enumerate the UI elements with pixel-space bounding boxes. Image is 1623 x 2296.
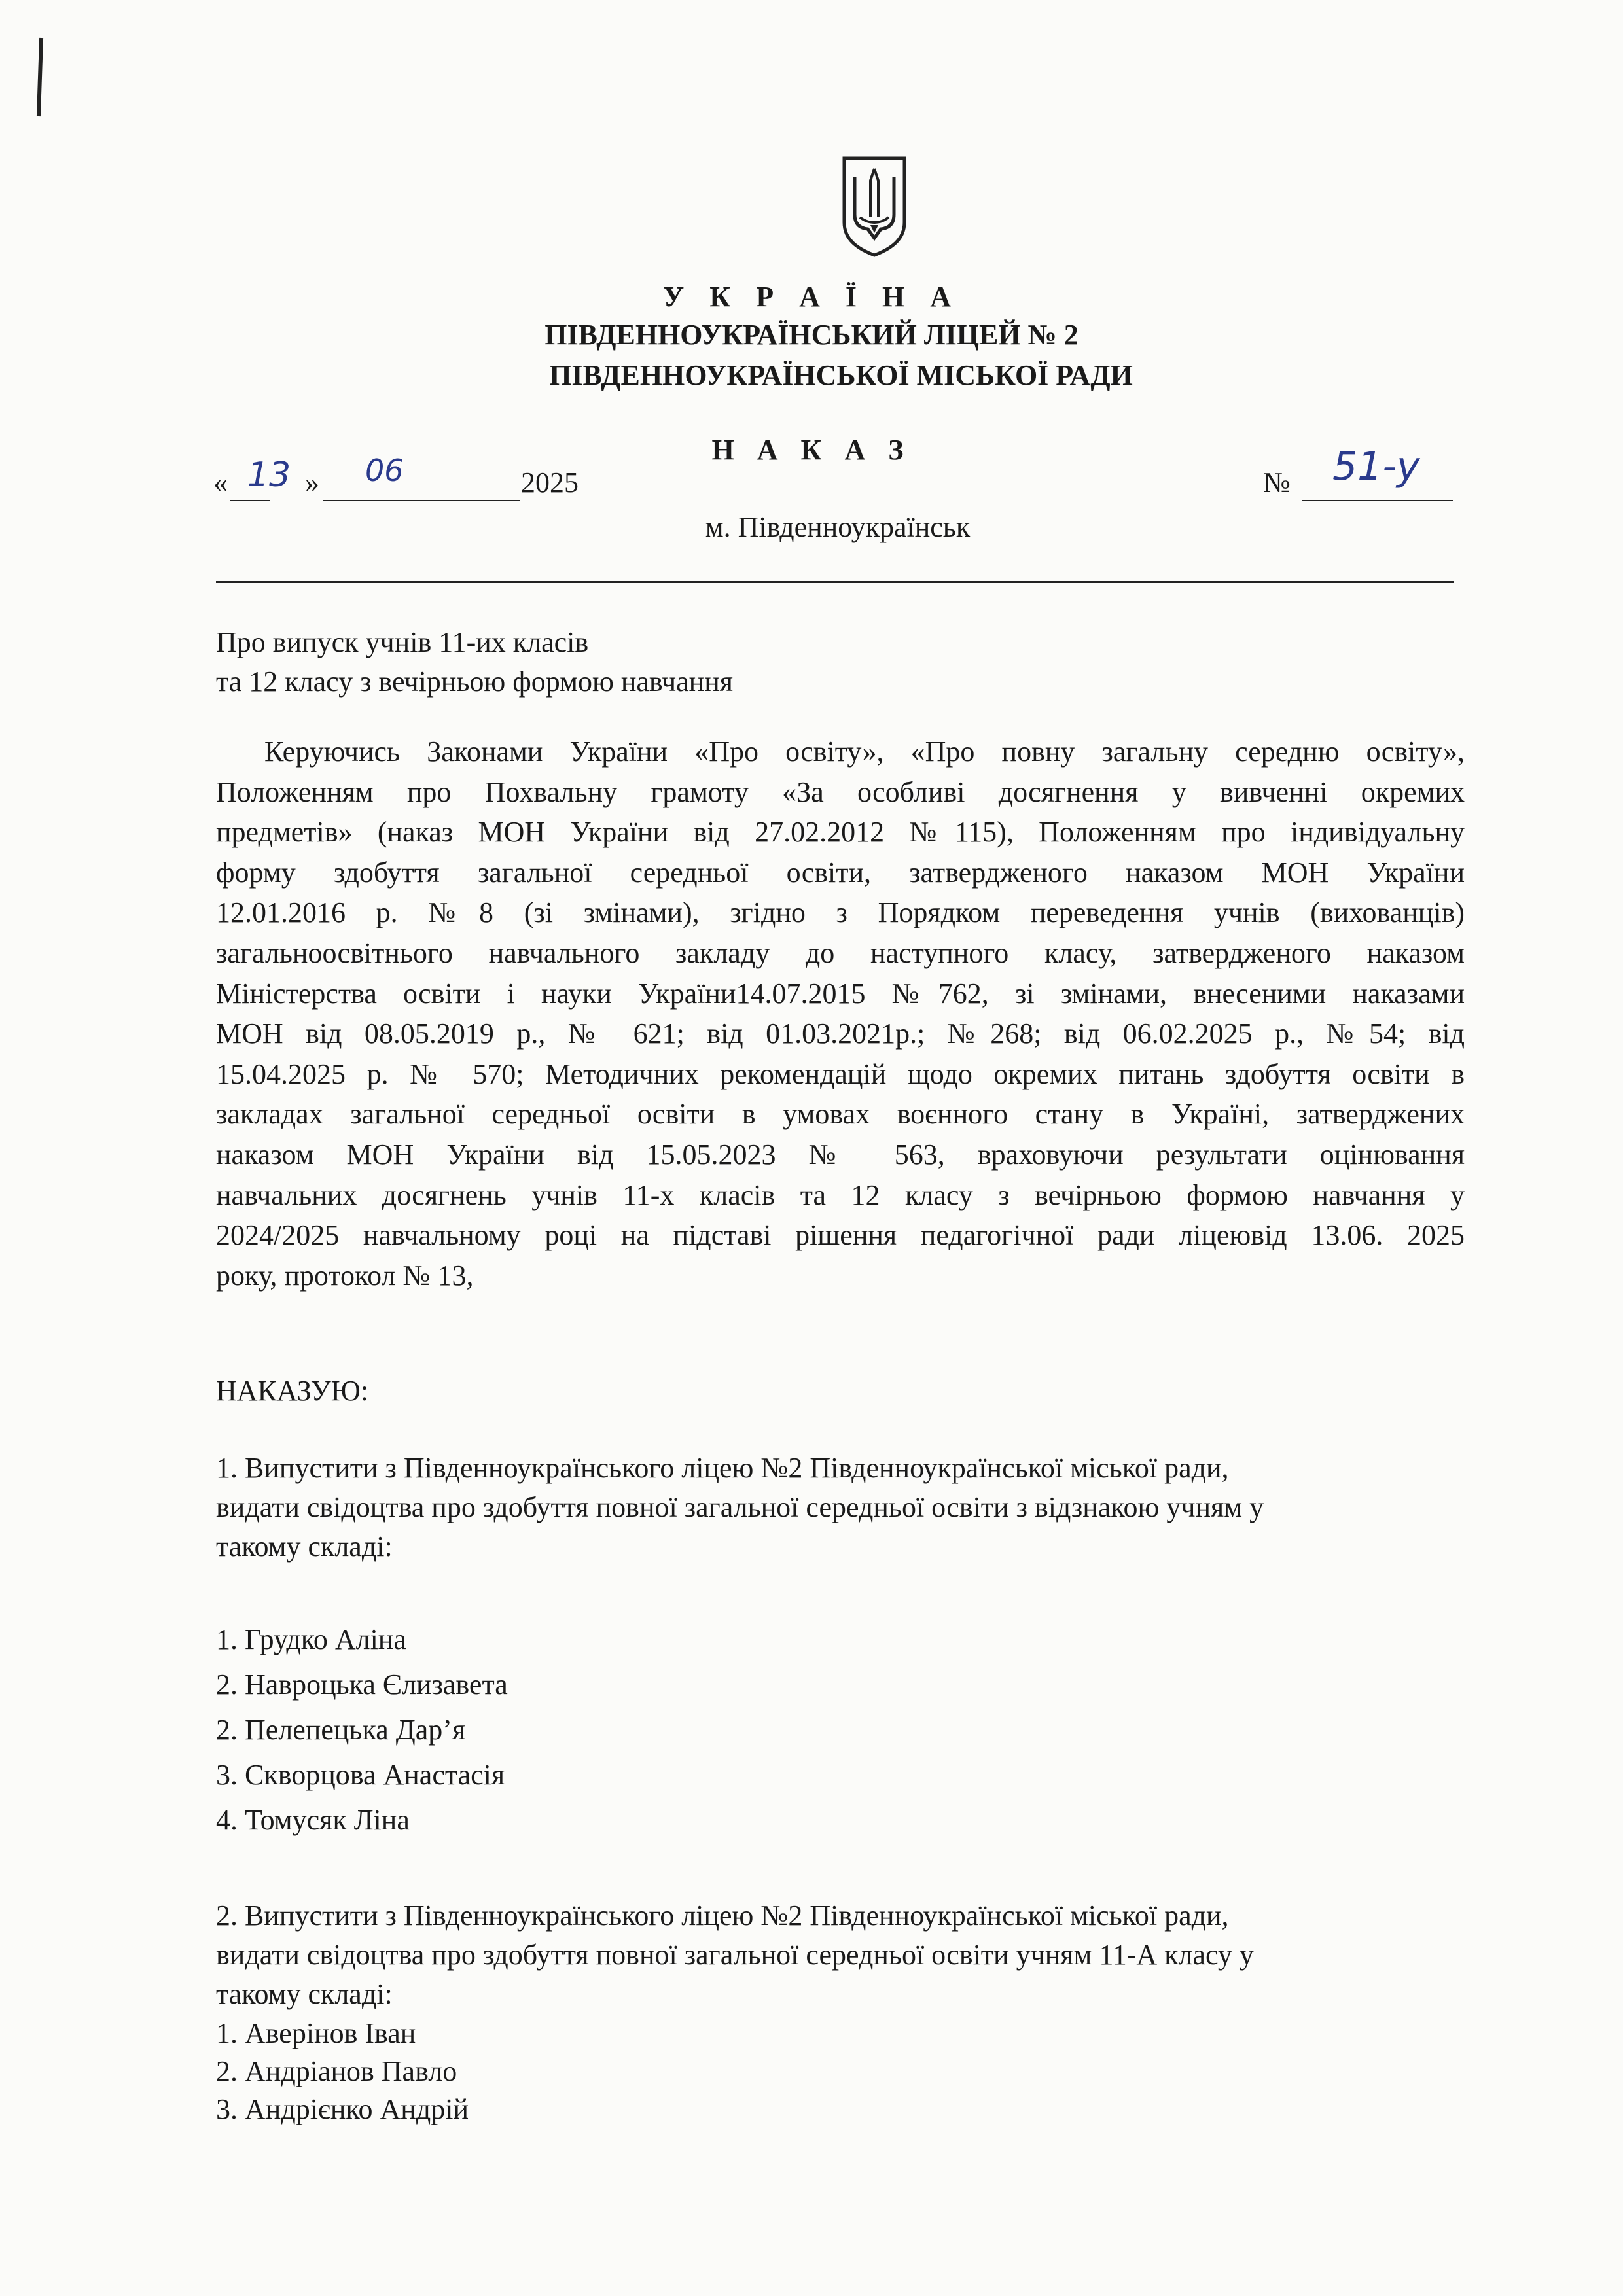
preamble-line: форму здобуття загальної середньої освіти, затвердженого наказом МОН України (216, 856, 1465, 889)
student-name: 2. Андріанов Павло (216, 2055, 457, 2087)
class-11a-students-list (216, 2017, 469, 2130)
preamble-line: Керуючись Законами України «Про освіту», «Про повну загальну середню освіту», (264, 735, 1465, 768)
item-1-line: видати свідоцтва про здобуття повної загальної середньої освіти з відзнакою учням у (216, 1491, 1264, 1523)
preamble-line: наказом МОН України від 15.05.2023 № 563, враховуючи результати оцінювання (216, 1138, 1465, 1171)
order-number-label: № (1263, 467, 1291, 499)
subject-line-1: Про випуск учнів 11-их класів (216, 626, 589, 658)
country-heading: У К Р А Ї Н А (663, 281, 960, 313)
subject-line-2: та 12 класу з вечірньою формою навчання (216, 665, 734, 698)
date-open-quote: « (213, 467, 228, 499)
preamble-line: навчальних досягнень учнів 11-х класів та 12 класу з вечірньою формою навчання у (216, 1178, 1465, 1211)
order-item-1 (216, 1449, 1459, 1566)
order-subject (216, 623, 733, 701)
month-underline (323, 500, 520, 501)
item-2-line: видати свідоцтва про здобуття повної загальної середньої освіти учням 11-А класу у (216, 1939, 1254, 1971)
student-name: 3. Скворцова Анастасія (216, 1759, 505, 1791)
date-close-quote: » (305, 467, 319, 499)
preamble-line: року, протокол № 13, (216, 1259, 474, 1292)
preamble-line: 15.04.2025 р. № 570; Методичних рекомендацій щодо окремих питань здобуття освіти в (216, 1057, 1465, 1090)
preamble-line: загальноосвітнього навчального закладу до наступного класу, затвердженого наказом (216, 936, 1465, 969)
date-year: 2025 (521, 467, 579, 499)
day-underline (230, 500, 270, 501)
date-month: 06 (365, 453, 404, 488)
honors-students-list (216, 1623, 508, 1848)
preamble-paragraph (216, 732, 1465, 1296)
student-name: 4. Томусяк Ліна (216, 1804, 410, 1836)
header-divider (216, 581, 1454, 583)
preamble-line: 12.01.2016 р. №8 (зі змінами), згідно з Порядком переведення учнів (вихованців) (216, 896, 1465, 929)
order-item-2 (216, 1896, 1459, 2014)
item-1-line: такому складі: (216, 1530, 393, 1563)
preamble-line: предметів» (наказ МОН України від 27.02.2012 №115), Положенням про індивідуальну (216, 816, 1465, 849)
document-type-heading: Н А К А З (711, 434, 912, 466)
margin-mark (37, 38, 43, 116)
preamble-line: Положенням про Похвальну грамоту «За особливі досягнення у вивченні окремих (216, 775, 1465, 808)
student-name: 1. Аверінов Іван (216, 2017, 416, 2049)
preamble-line: закладах загальної середньої освіти в умовах воєнного стану в Україні, затверджених (216, 1098, 1465, 1131)
preamble-line: Міністерства освіти і науки України14.07.2015 №762, зі змінами, внесеними наказами (216, 977, 1465, 1010)
city-label: м. Південноукраїнськ (705, 511, 971, 543)
item-2-line: такому складі: (216, 1978, 393, 2010)
number-underline (1302, 500, 1453, 501)
student-name: 1. Грудко Аліна (216, 1623, 406, 1655)
school-heading: ПІВДЕННОУКРАЇНСЬКИЙ ЛІЦЕЙ № 2 (544, 319, 1079, 351)
student-name: 2. Навроцька Єлизавета (216, 1669, 508, 1701)
council-heading: ПІВДЕННОУКРАЇНСЬКОЇ МІСЬКОЇ РАДИ (549, 359, 1133, 391)
date-day: 13 (247, 455, 291, 495)
preamble-line: МОН від 08.05.2019 р., № 621; від 01.03.2021р.; №268; від 06.02.2025 р., №54; від (216, 1017, 1465, 1050)
student-name: 3. Андрієнко Андрій (216, 2093, 469, 2125)
item-1-line: 1. Випустити з Південноукраїнського ліцею №2 Південноукраїнської міської ради, (216, 1452, 1229, 1484)
preamble-line: 2024/2025 навчальному році на підставі рішення педагогічної ради ліцеювід 13.06. 2025 (216, 1219, 1465, 1252)
student-name: 2. Пелепецька Дар’я (216, 1714, 466, 1746)
coat-of-arms-icon (840, 154, 908, 258)
order-directive: НАКАЗУЮ: (216, 1375, 369, 1407)
item-2-line: 2. Випустити з Південноукраїнського ліцею №2 Південноукраїнської міської ради, (216, 1899, 1229, 1932)
order-number: 51-у (1332, 444, 1420, 489)
